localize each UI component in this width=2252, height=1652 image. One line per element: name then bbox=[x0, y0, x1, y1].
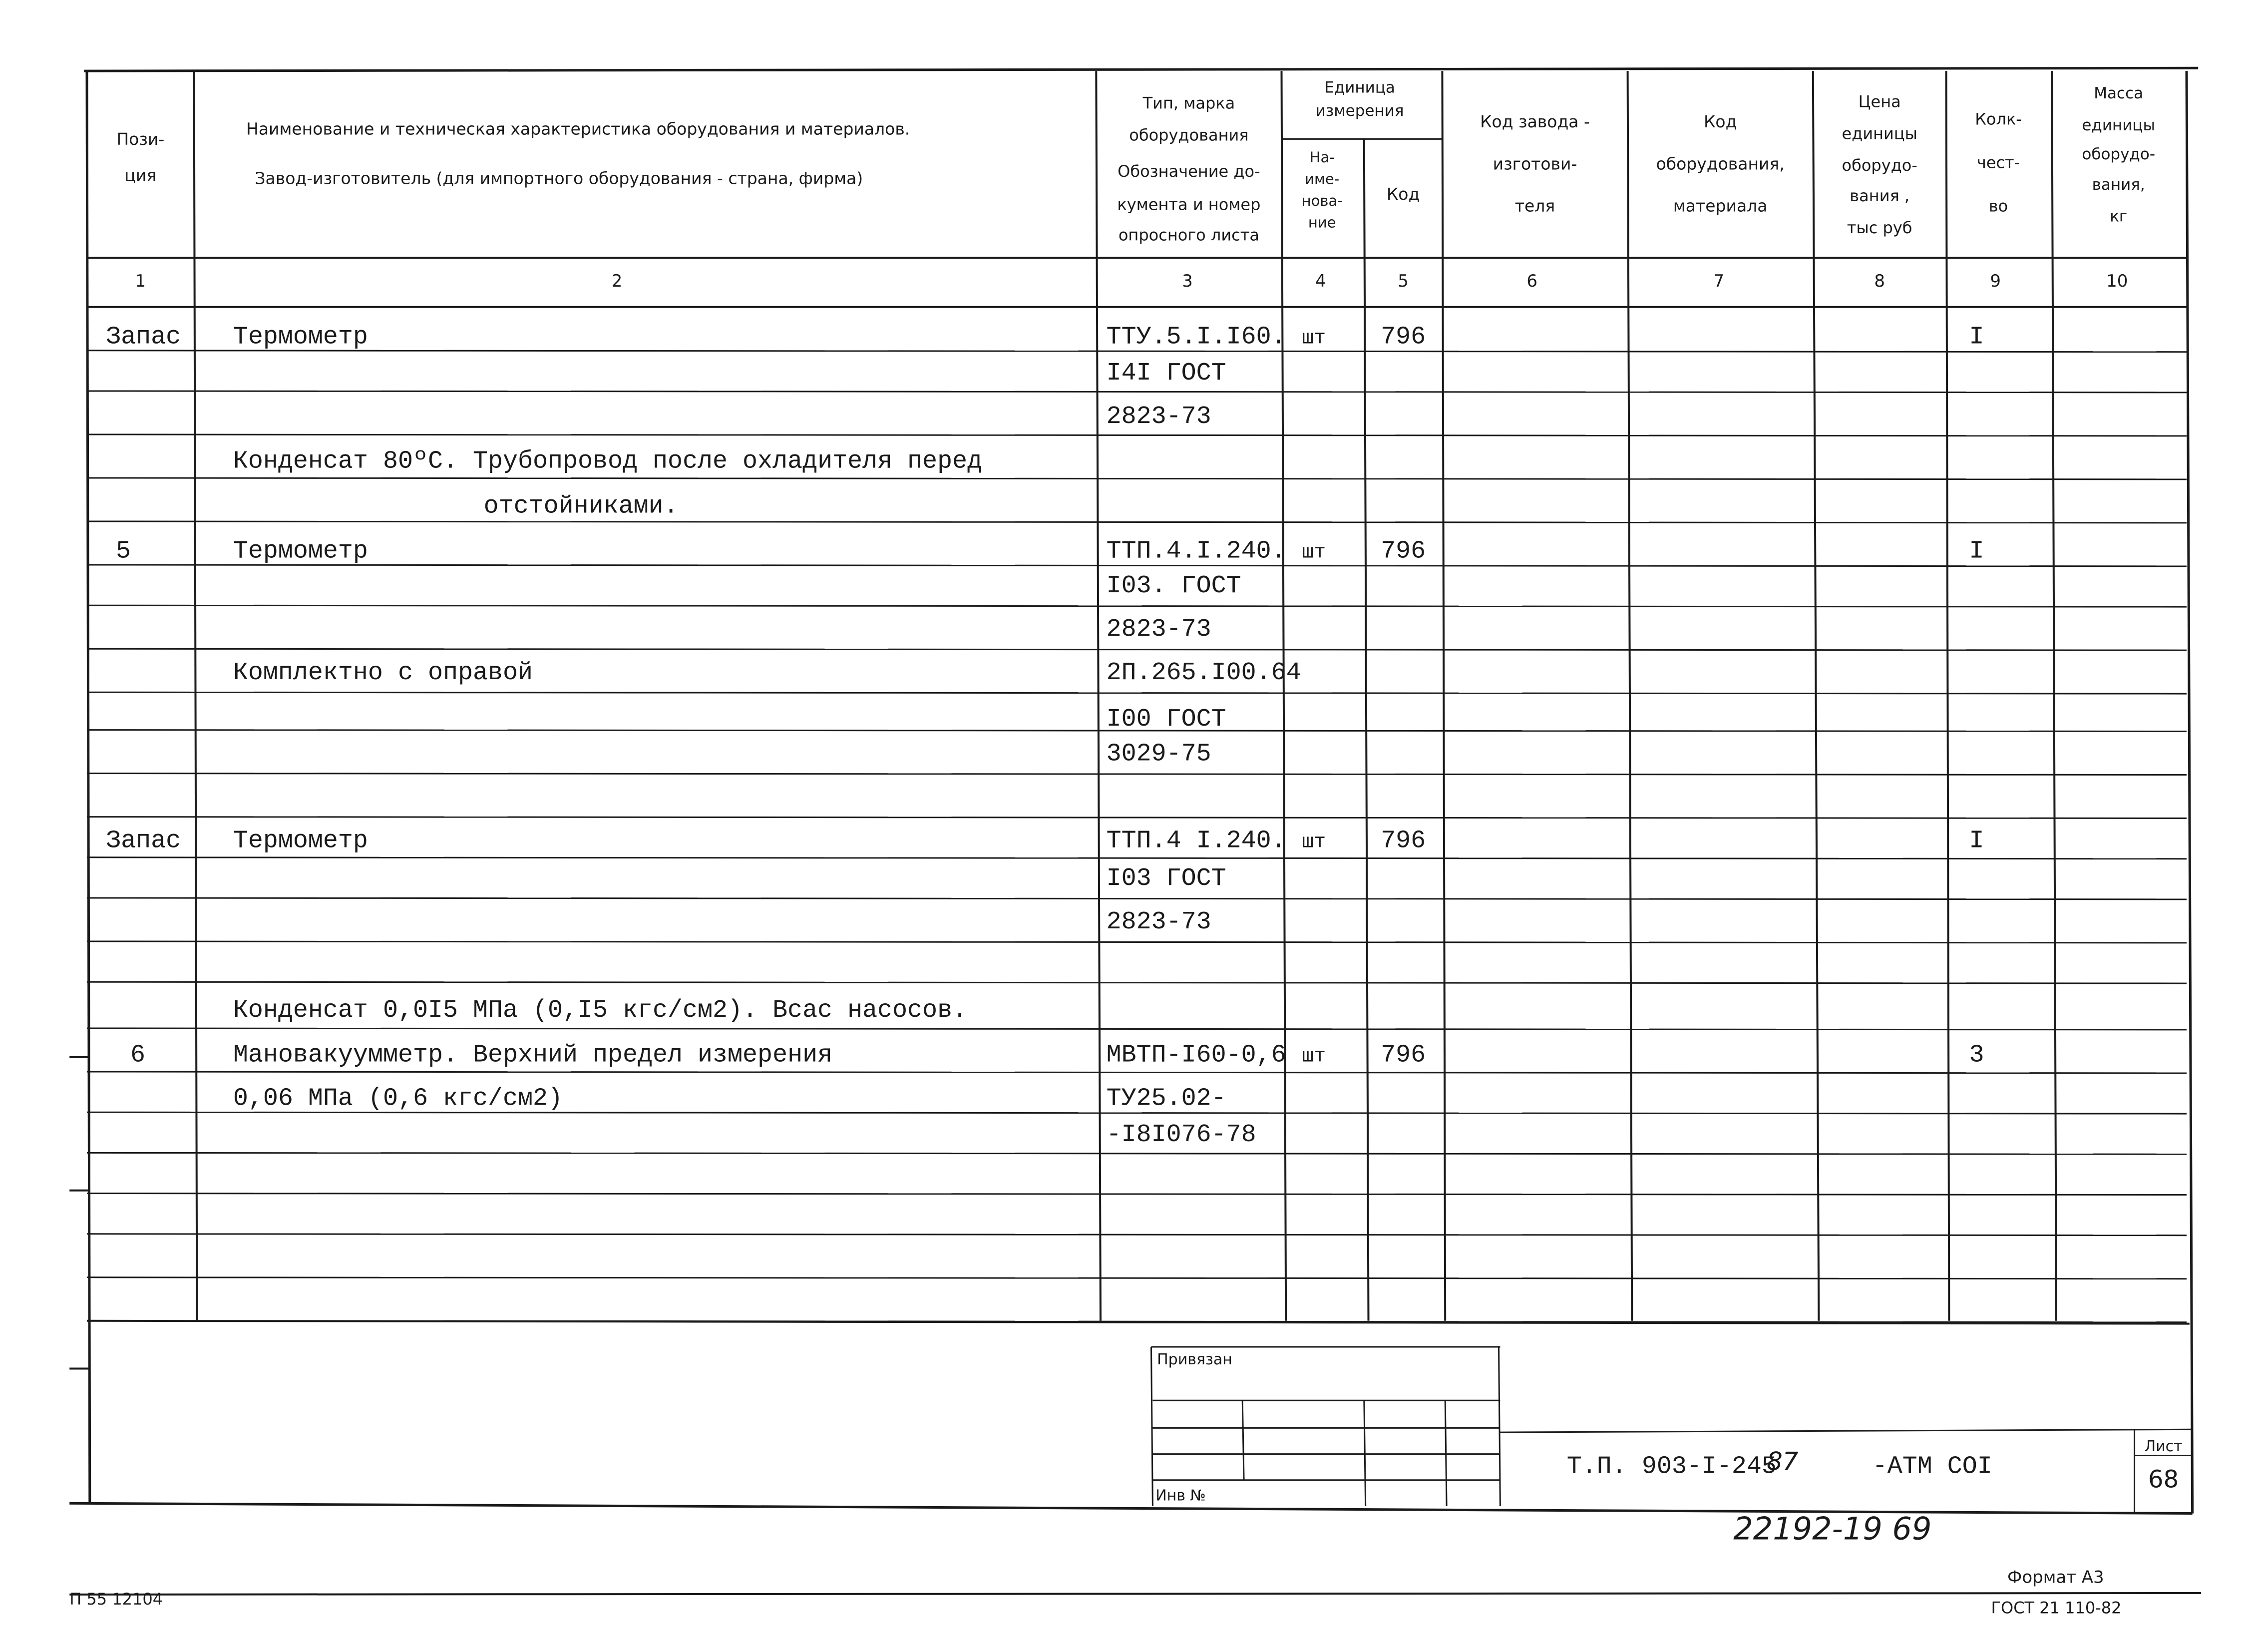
header-c8: Цена bbox=[1858, 92, 1901, 111]
row-line bbox=[87, 605, 2187, 607]
header-c4: име- bbox=[1305, 170, 1340, 188]
unit-cell: шт bbox=[1302, 831, 1326, 854]
row-line bbox=[87, 692, 2187, 694]
name-cell: Термометр bbox=[233, 537, 368, 566]
row-line bbox=[87, 857, 2187, 859]
name-cell: Конденсат 80ºС. Трубопровод после охладителя перед bbox=[233, 447, 983, 476]
footer-left-code: П 55 12104 bbox=[69, 1590, 163, 1609]
inventory-label: Инв № bbox=[1155, 1487, 1206, 1505]
type-cell: МВТП-I60-0,6 bbox=[1106, 1041, 1286, 1070]
code-cell: 796 bbox=[1381, 1041, 1426, 1070]
footer-format: Формат А3 bbox=[2007, 1567, 2104, 1588]
column-number: 6 bbox=[1526, 271, 1538, 292]
header-c6: Код завода - bbox=[1480, 112, 1590, 132]
type-cell: ТТП.4.I.240. bbox=[1106, 537, 1286, 566]
header-c5: Код bbox=[1386, 184, 1420, 204]
row-line bbox=[87, 1153, 2187, 1154]
header-unit_group: измерения bbox=[1315, 102, 1404, 120]
header-c9: Колк- bbox=[1975, 109, 2022, 129]
table-right-border bbox=[2187, 71, 2193, 1513]
row-line bbox=[87, 391, 2187, 393]
header-c10: оборудо- bbox=[2082, 145, 2156, 163]
stamp-line bbox=[1499, 1347, 1501, 1506]
row-line bbox=[87, 1277, 2187, 1279]
header-c2: Наименование и техническая характеристика оборудования и материалов. bbox=[246, 119, 910, 139]
header-c10: Масса bbox=[2094, 84, 2144, 103]
row-line bbox=[87, 1234, 2187, 1236]
header-c9: во bbox=[1988, 196, 2008, 216]
column-number: 9 bbox=[1990, 271, 2001, 292]
column-number: 5 bbox=[1398, 271, 1409, 292]
code-cell: 796 bbox=[1381, 826, 1426, 855]
row-line bbox=[87, 817, 2187, 819]
footer-gost: ГОСТ 21 110-82 bbox=[1991, 1598, 2122, 1618]
name-cell: Термометр bbox=[233, 826, 368, 855]
header-c9: чест- bbox=[1976, 153, 2020, 172]
code-cell: 796 bbox=[1381, 537, 1426, 566]
table-left-border bbox=[87, 71, 90, 1503]
document-designation: Т.П. 903-I-245 bbox=[1566, 1452, 1777, 1481]
header-c4: ние bbox=[1308, 214, 1336, 231]
column-number: 4 bbox=[1315, 271, 1326, 292]
footer-rule bbox=[69, 1593, 2201, 1595]
name-cell: Конденсат 0,0I5 МПа (0,I5 кгс/см2). Всас насосов. bbox=[233, 996, 968, 1025]
table-top-border bbox=[84, 68, 2198, 71]
sheet-label: Лист bbox=[2144, 1437, 2183, 1455]
type-cell: -I8I076-78 bbox=[1106, 1121, 1256, 1150]
type-cell: I4I ГОСТ bbox=[1106, 359, 1226, 388]
position-cell: 6 bbox=[130, 1041, 146, 1070]
code-cell: 796 bbox=[1381, 323, 1426, 352]
header-c1: Пози- bbox=[116, 129, 165, 149]
column-number: 1 bbox=[135, 271, 146, 292]
document-designation-handwritten: 87 bbox=[1767, 1447, 1799, 1476]
header-c6: изготови- bbox=[1493, 154, 1577, 174]
unit-cell: шт bbox=[1302, 327, 1326, 350]
name-cell: Мановакуумметр. Верхний предел измерения bbox=[233, 1041, 833, 1070]
header-c10: кг bbox=[2110, 207, 2128, 226]
header-c7: оборудования, bbox=[1656, 154, 1785, 174]
header-c3: оборудования bbox=[1129, 125, 1249, 145]
header-c4: нова- bbox=[1301, 192, 1343, 209]
column-divider bbox=[1364, 139, 1369, 1320]
stamp-line bbox=[1242, 1400, 1244, 1480]
header-c7: Код bbox=[1703, 112, 1737, 132]
header-c2: Завод-изготовитель (для импортного оборудования - страна, фирма) bbox=[255, 168, 863, 188]
header-c10: единицы bbox=[2082, 116, 2156, 134]
bound-label: Привязан bbox=[1157, 1350, 1232, 1368]
row-line bbox=[87, 434, 2187, 436]
stamp-line bbox=[1364, 1400, 1366, 1506]
type-cell: 2823-73 bbox=[1106, 402, 1211, 431]
qty-cell: I bbox=[1969, 537, 1984, 566]
table-text bbox=[69, 79, 2182, 1618]
name-cell: 0,06 МПа (0,6 кгс/см2) bbox=[233, 1084, 563, 1113]
type-cell: ТТП.4 I.240. bbox=[1106, 826, 1286, 855]
column-number: 8 bbox=[1874, 271, 1885, 292]
row-line bbox=[87, 521, 2187, 523]
name-cell: отстойниками. bbox=[483, 492, 679, 521]
stamp-line bbox=[1500, 1429, 2192, 1432]
unit-cell: шт bbox=[1302, 1045, 1326, 1068]
type-cell: I03. ГОСТ bbox=[1106, 572, 1241, 601]
header-c8: вания , bbox=[1850, 186, 1910, 206]
header-c8: тыс руб bbox=[1847, 218, 1912, 237]
row-line bbox=[87, 941, 2187, 943]
header-c1: ция bbox=[124, 165, 157, 185]
stamp-line bbox=[1151, 1347, 1153, 1506]
type-cell: 2823-73 bbox=[1106, 907, 1211, 936]
column-number: 3 bbox=[1182, 271, 1193, 292]
row-line bbox=[87, 898, 2187, 899]
header-c10: вания, bbox=[2092, 175, 2145, 194]
sheet-number: 68 bbox=[2148, 1465, 2179, 1494]
row-line bbox=[87, 982, 2187, 983]
header-c7: материала bbox=[1673, 196, 1768, 216]
handwritten-number: 22192-19 69 bbox=[1733, 1510, 1932, 1547]
header-c3: Тип, марка bbox=[1142, 93, 1235, 113]
column-number: 2 bbox=[611, 271, 623, 292]
row-line bbox=[87, 478, 2187, 479]
unit-cell: шт bbox=[1302, 541, 1326, 564]
qty-cell: 3 bbox=[1969, 1041, 1984, 1070]
type-cell: ТТУ.5.I.I60. bbox=[1106, 323, 1286, 352]
position-cell: Запас bbox=[106, 826, 181, 855]
type-cell: 2823-73 bbox=[1106, 615, 1211, 644]
stamp-line bbox=[1445, 1400, 1447, 1506]
position-cell: 5 bbox=[116, 537, 131, 566]
header-c3: опросного листа bbox=[1118, 225, 1259, 245]
type-cell: I03 ГОСТ bbox=[1106, 864, 1226, 893]
column-number: 7 bbox=[1713, 271, 1725, 292]
position-cell: Запас bbox=[106, 323, 181, 352]
type-cell: ТУ25.02- bbox=[1106, 1084, 1226, 1113]
name-cell: Комплектно с оправой bbox=[233, 659, 533, 688]
row-line bbox=[87, 1028, 2187, 1030]
name-cell: Термометр bbox=[233, 323, 368, 352]
row-line bbox=[87, 1072, 2187, 1073]
header-c8: оборудо- bbox=[1842, 156, 1917, 175]
qty-cell: I bbox=[1969, 826, 1984, 855]
document-designation-suffix: -АТМ СОI bbox=[1872, 1452, 1992, 1481]
qty-cell: I bbox=[1969, 323, 1984, 352]
header-c4: На- bbox=[1309, 148, 1335, 166]
row-line bbox=[87, 774, 2187, 775]
type-cell: 3029-75 bbox=[1106, 740, 1211, 769]
type-cell: I00 ГОСТ bbox=[1106, 705, 1226, 734]
header-c3: кумента и номер bbox=[1117, 195, 1261, 214]
column-number: 10 bbox=[2106, 271, 2128, 292]
row-line bbox=[87, 649, 2187, 650]
header-unit_group: Единица bbox=[1324, 78, 1395, 97]
header-c6: теля bbox=[1514, 196, 1555, 216]
row-line bbox=[87, 1194, 2187, 1195]
header-c3: Обозначение до- bbox=[1118, 161, 1260, 181]
header-c8: единицы bbox=[1842, 124, 1917, 143]
type-cell: 2П.265.I00.64 bbox=[1106, 659, 1301, 688]
